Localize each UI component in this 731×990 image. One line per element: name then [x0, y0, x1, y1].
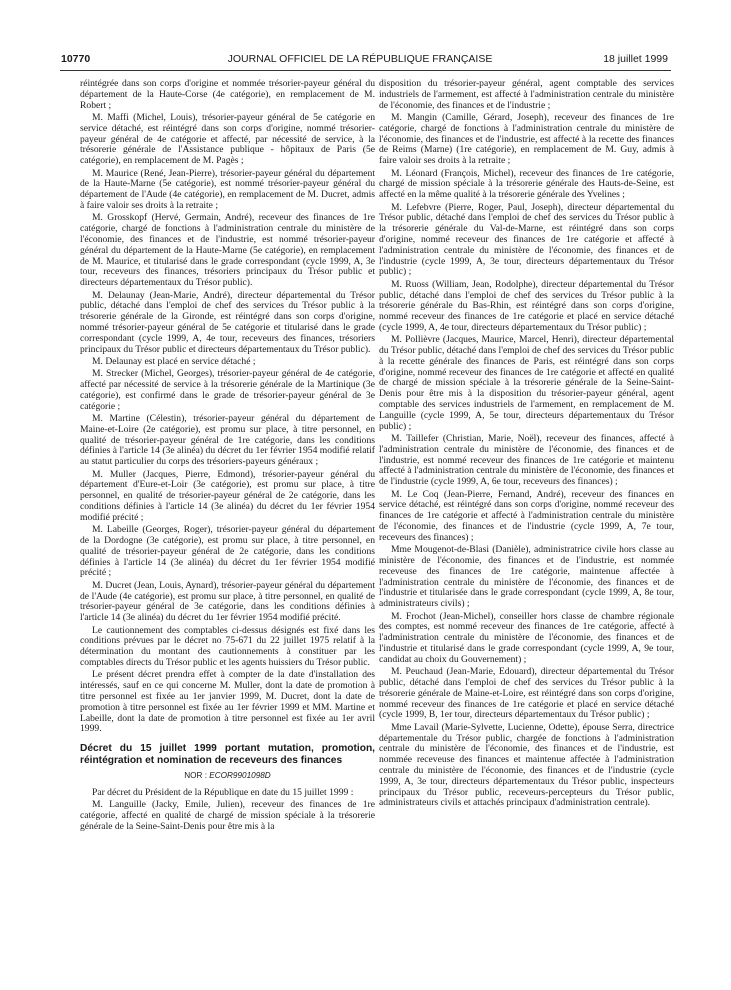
paragraph: M. Languille (Jacky, Emile, Julien), receveur des finances de 1re catégorie, affecté en qualité de chargé de mission spéciale à la trésorerie générale de la Seine-Saint-Denis pour être mis à la [80, 799, 375, 832]
nor-code: ECOR9901098D [209, 771, 271, 781]
paragraph: M. Maffi (Michel, Louis), trésorier-payeur général de 5e catégorie en service détaché, est réintégré dans son corps d'origine, nommé trésorier-payeur général de 4e catégorie et affecté, par nécessité de service, à la trésorerie générale de l'Assistance publique - hôpitaux de Paris (5e catégorie), en remplacement de M. Pagès ; [80, 111, 375, 167]
paragraph: M. Maurice (René, Jean-Pierre), trésorier-payeur général du département de la Haute-Marne (5e catégorie), est nommé trésorier-payeur général du département de l'Aude (4e catégorie), en remplacement de M. Ducret, admis à faire valoir ses droits à la retraite ; [80, 167, 375, 211]
journal-title: JOURNAL OFFICIEL DE LA RÉPUBLIQUE FRANÇAISE [227, 53, 493, 65]
paragraph: M. Le Coq (Jean-Pierre, Fernand, André), receveur des finances en service détaché, est réintégré dans son corps d'origine, nommé receveur des finances de 1re catégorie et affecté à l'administration centrale du ministère de l'économie, des finances et de l'industrie (cycle 1999, A, 7e tour, receveurs des finances) ; [379, 488, 674, 543]
right-column [379, 79, 674, 811]
page-number: 10770 [61, 53, 91, 65]
issue-date: 18 juillet 1999 [603, 53, 668, 65]
paragraph: M. Muller (Jacques, Pierre, Edmond), trésorier-payeur général du département d'Eure-et-Loir (3e catégorie), est promu sur place, à titre personnel, en qualité de trésorier-payeur général de 2e catégorie, dans les conditions définies à l'article 14 (3e alinéa) du décret du 1er février 1954 modifié précité ; [80, 468, 375, 523]
paragraph: M. Ruoss (William, Jean, Rodolphe), directeur départemental du Trésor public, détaché dans l'emploi de chef des services du Trésor public à la trésorerie générale du Bas-Rhin, est réintégré dans son corps d'origine, nommé receveur des finances de 1re catégorie et placé en service détaché (cycle 1999, A, 4e tour, directeurs départementaux du Trésor public) ; [379, 278, 674, 333]
paragraph: M. Mangin (Camille, Gérard, Joseph), receveur des finances de 1re catégorie, chargé de fonctions à l'administration centrale du ministère de l'économie, des finances et de l'industrie, est affecté à la recette des finances de Reims (Marne) (1re catégorie), en remplacement de M. Guy, admis à faire valoir ses droits à la retraite ; [379, 111, 674, 167]
nor-reference [80, 771, 375, 782]
paragraph: M. Grosskopf (Hervé, Germain, André), receveur des finances de 1re catégorie, chargé de fonctions à l'administration centrale du ministère de l'économie, des finances et de l'industrie, est nommé trésorier-payeur général du département de la Haute-Marne (5e catégorie), en remplacement de M. Maurice, et titularisé dans le grade correspondant (cycle 1999, A, 3e tour, receveurs des finances, trésoriers principaux du Trésor public et directeurs départementaux du Trésor public). [80, 212, 375, 289]
paragraph: M. Strecker (Michel, Georges), trésorier-payeur général de 4e catégorie, affecté par nécessité de service à la trésorerie générale de la Martinique (3e catégorie), est confirmé dans le grade de trésorier-payeur général de 3e catégorie ; [80, 368, 375, 412]
decree-title: Décret du 15 juillet 1999 portant mutation, promotion, réintégration et nomination de receveurs des finances [80, 743, 375, 767]
paragraph: M. Delaunay est placé en service détaché ; [92, 355, 256, 367]
paragraph: M. Delaunay (Jean-Marie, André), directeur départemental du Trésor public, détaché dans l'emploi de chef des services du Trésor public à la trésorerie générale de la Gironde, est réintégré dans son corps d'origine, nommé trésorier-payeur général de 5e catégorie et titularisé dans le grade correspondant (cycle 1999, A, 4e tour, receveurs des finances, trésoriers principaux du Trésor public et directeurs départementaux du Trésor public). [80, 289, 375, 355]
paragraph: Le présent décret prendra effet à compter de la date d'installation des intéressés, sauf en ce qui concerne M. Muller, dont la date de promotion à titre personnel est fixée au 1er janvier 1999, M. Ducret, dont la date de promotion à titre personnel est fixée au 1er février 1999 et MM. Martine et Labeille, dont la date de promotion à titre personnel est fixée au 1er avril 1999. [80, 669, 375, 735]
paragraph: réintégrée dans son corps d'origine et nommée trésorier-payeur général du département de la Haute-Corse (4e catégorie), en remplacement de M. Robert ; [80, 78, 375, 111]
paragraph: Mme Mougenot-de-Blasi (Danièle), administratrice civile hors classe au ministère de l'économie, des finances et de l'industrie, est nommée receveuse des finances de 1re catégorie, maintenue affectée à l'administration centrale du ministère de l'économie, des finances et de l'industrie et titularisée dans le grade correspondant (cycle 1999, A, 8e tour, administrateurs civils) ; [379, 544, 674, 610]
paragraph: M. Frochot (Jean-Michel), conseiller hors classe de chambre régionale des comptes, est nommé receveur des finances de 1re catégorie, affecté à l'administration centrale du ministère de l'économie, des finances et de l'industrie et titularisé dans le grade correspondant (cycle 1999, A, 9e tour, candidat au choix du Gouvernement) ; [379, 610, 674, 665]
paragraph: M. Ducret (Jean, Louis, Aynard), trésorier-payeur général du département de l'Aude (4e catégorie), est promu sur place, à titre personnel, en qualité de trésorier-payeur général de 3e catégorie, dans les conditions définies à l'article 14 (3e alinéa) du décret du 1er février 1954 modifié précité. [80, 579, 375, 624]
paragraph: M. Lefebvre (Pierre, Roger, Paul, Joseph), directeur départemental du Trésor public, détaché dans l'emploi de chef des services du Trésor public à la trésorerie générale du Val-de-Marne, est réintégré dans son corps d'origine, nommé receveur des finances de 1re catégorie et affecté à l'administration centrale du ministère de l'économie, des finances et de l'industrie (cycle 1999, A, 3e tour, directeurs départementaux du Trésor public) ; [379, 201, 674, 278]
paragraph: M. Martine (Célestin), trésorier-payeur général du département de Maine-et-Loire (2e catégorie), est promu sur place, à titre personnel, en qualité de trésorier-payeur général de 1re catégorie, dans les conditions définies à l'article 14 (3e alinéa) du décret du 1er février 1954 modifié relatif au statut particulier du corps des trésoriers-payeurs généraux ; [80, 413, 375, 468]
paragraph: Mme Lavail (Marie-Sylvette, Lucienne, Odette), épouse Serra, directrice départementale du Trésor public, chargée de fonctions à l'administration centrale du ministère de l'économie, des finances et de l'industrie, est nommée receveuse des finances et maintenue affectée à l'administration centrale du ministère de l'économie, des finances et de l'industrie (cycle 1999, A, 3e tour, directeurs départementaux du Trésor public, inspecteurs principaux du Trésor public, receveurs-percepteurs du Trésor public, administrateurs civils et attachés principaux d'administration centrale). [379, 721, 674, 809]
left-column [80, 79, 375, 834]
paragraph: M. Peuchaud (Jean-Marie, Edouard), directeur départemental du Trésor public, détaché dans l'emploi de chef des services du Trésor public à la trésorerie générale de Maine-et-Loire, est réintégré dans son corps d'origine, nommé receveur des finances de 1re catégorie et placé en service détaché (cycle 1999, B, 1er tour, directeurs départementaux du Trésor public) ; [379, 666, 674, 721]
paragraph: M. Taillefer (Christian, Marie, Noël), receveur des finances, affecté à l'administration centrale du ministère de l'économie, des finances et de l'industrie, est nommé receveur des finances de 1re catégorie et maintenu affecté à l'administration centrale du ministère de l'économie, des finances et de l'industrie (cycle 1999, A, 6e tour, receveurs des finances) ; [379, 433, 674, 488]
paragraph: Le cautionnement des comptables ci-dessus désignés est fixé dans les conditions prévues par le décret no 75-671 du 22 juillet 1975 relatif à la détermination du montant des cautionnements à constituer par les comptables directs du Trésor public et les agents huissiers du Trésor public. [80, 624, 375, 668]
paragraph: M. Léonard (François, Michel), receveur des finances de 1re catégorie, chargé de mission spéciale à la trésorerie générale des Hauts-de-Seine, est affecté en la même qualité à la trésorerie générale des Yvelines ; [379, 167, 674, 201]
paragraph: disposition du trésorier-payeur général, agent comptable des services industriels de l'armement, est affecté à l'administration centrale du ministère de l'économie, des finances et de l'industrie ; [379, 78, 674, 111]
nor-label: NOR : [184, 771, 207, 781]
paragraph: M. Pollièvre (Jacques, Maurice, Marcel, Henri), directeur départemental du Trésor public, détaché dans l'emploi de chef des services du Trésor public à la recette générale des finances de Paris, est réintégré dans son corps d'origine, nommé receveur des finances de 1re catégorie et affecté en qualité de chargé de mission spéciale à la trésorerie générale de la Seine-Saint-Denis pour être mis à la disposition du trésorier-payeur général, agent comptable des services industriels de l'armement, en remplacement de M. Languille (cycle 1999, A, 5e tour, directeurs départementaux du Trésor public) ; [379, 334, 674, 432]
header-rule [60, 70, 671, 71]
paragraph: M. Labeille (Georges, Roger), trésorier-payeur général du département de la Dordogne (3e catégorie), est promu sur place, à titre personnel, en qualité de trésorier-payeur général de 2e catégorie, dans les conditions définies à l'article 14 (3e alinéa) du décret du 1er février 1954 modifié précité ; [80, 524, 375, 579]
paragraph: Par décret du Président de la République en date du 15 juillet 1999 : [92, 786, 354, 798]
